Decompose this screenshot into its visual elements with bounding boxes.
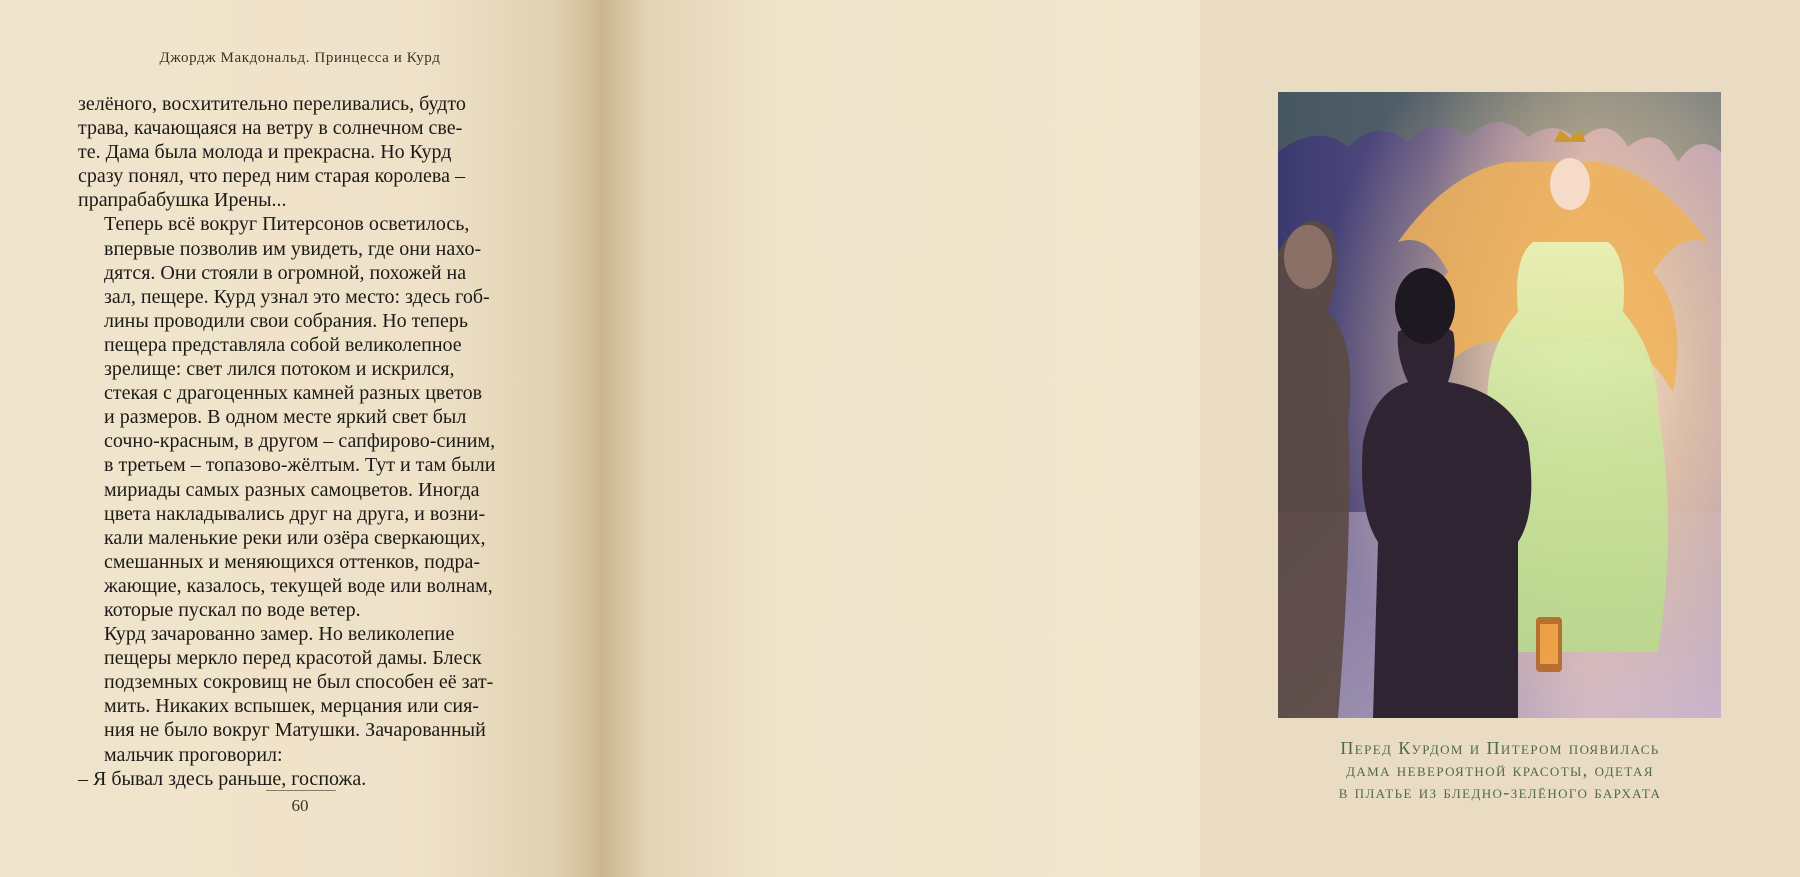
right-page — [600, 0, 1662, 877]
illustration-plate — [1278, 92, 1721, 718]
body-text — [78, 92, 523, 791]
caption-line: Перед Курдом и Питером появилась — [1340, 738, 1660, 758]
caption-line: в платье из бледно-зелёного бархата — [1338, 782, 1662, 802]
illustration — [1278, 92, 1721, 718]
caption-line: дама невероятной красоты, одетая — [1346, 760, 1654, 780]
page-number: 60 — [291, 796, 309, 815]
illustration-caption — [1200, 737, 1800, 803]
paragraph-3: Курд зачарованно замер. Но великолепие пещеры меркло перед красотой дамы. Блеск подземных сокровищ не был способен её зат- мить. Никаких вспышек, мерцания или сия- ния не было вокруг Матушки. Зачарованный мальчик проговорил: — [104, 623, 494, 766]
left-page — [0, 0, 600, 877]
folio-rule — [266, 790, 336, 791]
paragraph-1: зелёного, восхитительно переливались, будто трава, качающаяся на ветру в солнечном све- те. Дама была молода и прекрасна. Но Курд сразу понял, что перед ним старая королева – прапрабабушка Ирены... — [78, 93, 466, 212]
running-head: Джордж Макдональд. Принцесса и Курд — [159, 50, 441, 66]
paragraph-2: Теперь всё вокруг Питерсонов осветилось, впервые позволив им увидеть, где они нахо- дятся. Они стояли в огромной, похожей на зал, пещере. Курд узнал это место: здесь гоб- лины проводили свои собрания. Но теперь пещера представляла собой великолепное зрелище: свет лился потоком и искрился, стекая с драгоценных камней разных цветов и размеров. В одном месте яркий свет был сочно-красным, в другом – сапфирово-синим, в третьем – топазово-жёлтым. Тут и там были мириады самых разных самоцветов. Иногда цвета накладывались друг на друга, и возни- кали маленькие реки или озёра сверкающих, смешанных и меняющихся оттенков, подра- жающие, казалось, текущей воде или волнам, которые пускал по воде ветер. — [104, 213, 496, 621]
paragraph-4: – Я бывал здесь раньше, госпожа. — [78, 767, 367, 790]
